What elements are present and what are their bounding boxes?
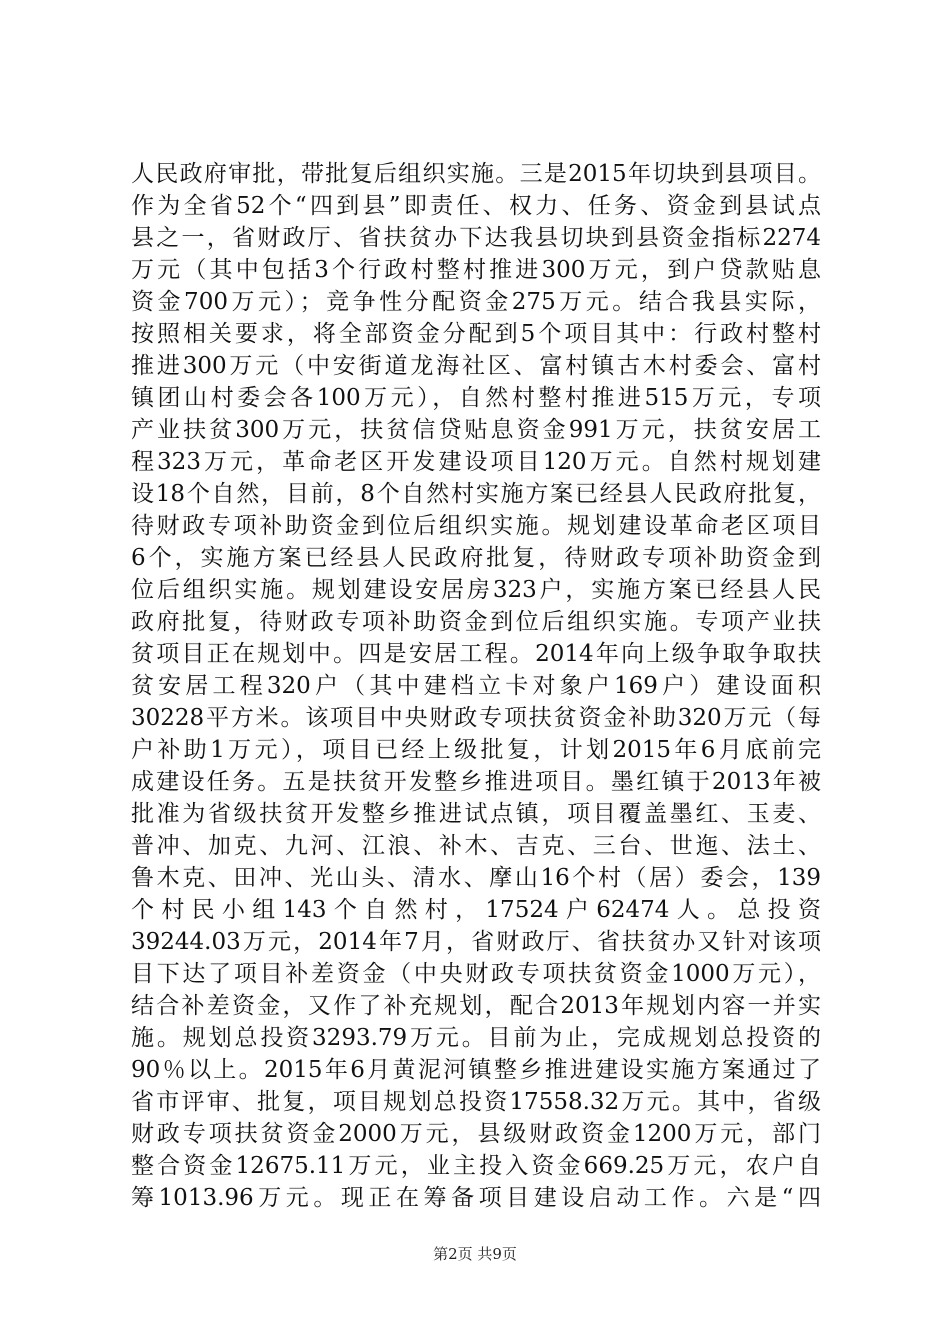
text-line: 整合资金12675.11万元，业主投入资金669.25万元，农户自 (131, 1153, 821, 1179)
text-line: 户补助1万元），项目已经上级批复，计划2015年6月底前完 (131, 737, 821, 763)
text-line: 贫安居工程320户（其中建档立卡对象户169户）建设面积 (131, 673, 821, 699)
text-line: 位后组织实施。规划建设安居房323户，实施方案已经县人民 (131, 577, 821, 603)
text-line: 施。规划总投资3293.79万元。目前为止，完成规划总投资的 (131, 1025, 821, 1051)
text-line: 成建设任务。五是扶贫开发整乡推进项目。墨红镇于2013年被 (131, 769, 821, 795)
text-line: 按照相关要求，将全部资金分配到5个项目其中：行政村整村 (131, 321, 821, 347)
text-line: 结合补差资金，又作了补充规划，配合2013年规划内容一并实 (131, 993, 821, 1019)
body-paragraph (131, 158, 821, 1214)
text-line: 30228平方米。该项目中央财政专项扶贫资金补助320万元（每 (131, 705, 821, 731)
text-line: 万元（其中包括3个行政村整村推进300万元，到户贷款贴息 (131, 257, 821, 283)
text-line: 财政专项扶贫资金2000万元，县级财政资金1200万元，部门 (131, 1121, 821, 1147)
text-line: 6个，实施方案已经县人民政府批复，待财政专项补助资金到 (131, 545, 821, 571)
text-line: 个村民小组143个自然村，17524户62474人。总投资 (131, 897, 821, 923)
text-line: 鲁木克、田冲、光山头、清水、摩山16个村（居）委会，139 (131, 865, 821, 891)
text-line: 普冲、加克、九河、江浪、补木、吉克、三台、世迤、法土、 (131, 833, 821, 859)
text-line: 人民政府审批，带批复后组织实施。三是2015年切块到县项目。 (131, 161, 821, 187)
text-line: 资金700万元）；竞争性分配资金275万元。结合我县实际， (131, 289, 821, 315)
text-line: 贫项目正在规划中。四是安居工程。2014年向上级争取争取扶 (131, 641, 821, 667)
text-line: 批准为省级扶贫开发整乡推进试点镇，项目覆盖墨红、玉麦、 (131, 801, 821, 827)
text-line: 设18个自然，目前，8个自然村实施方案已经县人民政府批复， (131, 481, 821, 507)
text-line: 程323万元，革命老区开发建设项目120万元。自然村规划建 (131, 449, 821, 475)
text-line: 39244.03万元，2014年7月，省财政厅、省扶贫办又针对该项 (131, 929, 821, 955)
page-footer: 第2页 共9页 (433, 1245, 517, 1263)
text-line: 省市评审、批复，项目规划总投资17558.32万元。其中，省级 (131, 1089, 821, 1115)
text-line: 目下达了项目补差资金（中央财政专项扶贫资金1000万元）， (131, 961, 821, 987)
text-line: 筹1013.96万元。现正在筹备项目建设启动工作。六是“四 (131, 1185, 821, 1211)
text-line: 90％以上。2015年6月黄泥河镇整乡推进建设实施方案通过了 (131, 1057, 821, 1083)
text-line: 政府批复，待财政专项补助资金到位后组织实施。专项产业扶 (131, 609, 821, 635)
text-line: 待财政专项补助资金到位后组织实施。规划建设革命老区项目 (131, 513, 821, 539)
text-line: 作为全省52个“四到县”即责任、权力、任务、资金到县试点 (131, 193, 821, 219)
text-line: 镇团山村委会各100万元），自然村整村推进515万元，专项 (131, 385, 821, 411)
text-line: 推进300万元（中安街道龙海社区、富村镇古木村委会、富村 (131, 353, 821, 379)
text-line: 县之一，省财政厅、省扶贫办下达我县切块到县资金指标2274 (131, 225, 821, 251)
text-line: 产业扶贫300万元，扶贫信贷贴息资金991万元，扶贫安居工 (131, 417, 821, 443)
